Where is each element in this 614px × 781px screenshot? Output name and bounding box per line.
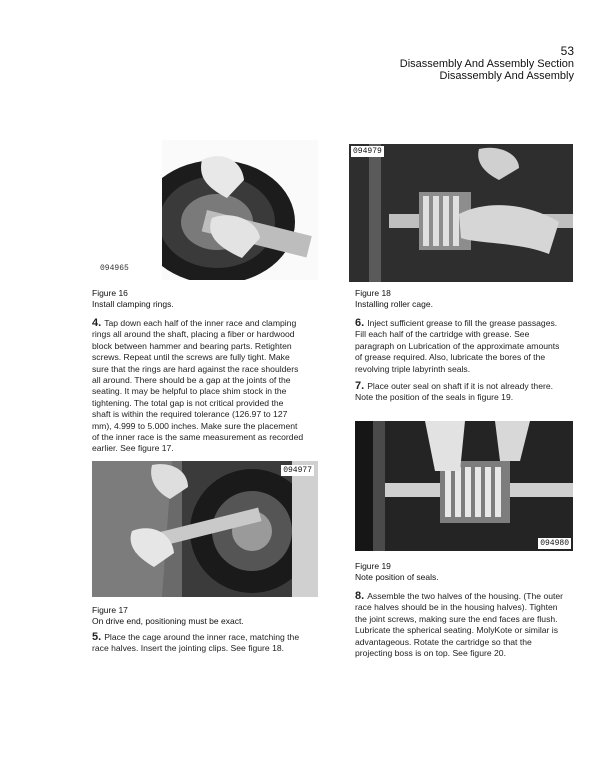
step-8-line: Lubricate the spherical seating. MolyKote or similar is — [355, 625, 558, 636]
step-4-line: screws. Repeat until the screws are fully tight. Make — [92, 352, 290, 363]
step-5-line: race halves. Insert the jointing clips. See figure 18. — [92, 643, 285, 654]
step-4-line: of the inner race is the same measurement as recorded — [92, 432, 304, 443]
figure-19-photo — [355, 421, 573, 551]
figure-16-code: 094965 — [100, 264, 129, 273]
figure-17-photo — [92, 461, 318, 597]
figure-18-caption — [355, 288, 585, 310]
figure-17-caption-text: On drive end, positioning must be exact. — [92, 616, 244, 626]
step-6-line: revolving triple labyrinth seals. — [355, 363, 471, 374]
page-number: 53 — [560, 44, 574, 58]
step-8-line: projecting boss is on top. See figure 20. — [355, 648, 506, 659]
step-4-line: earlier. See figure 17. — [92, 443, 174, 454]
step-5-number: 5. — [92, 631, 102, 643]
step-8-number: 8. — [355, 590, 365, 602]
step-7-line: Place outer seal on shaft if it is not already there. — [367, 381, 554, 391]
step-4 — [92, 318, 332, 455]
step-6-number: 6. — [355, 317, 365, 329]
step-7 — [355, 381, 590, 404]
step-4-line: tightening. The total gap is not critical provided the — [92, 397, 284, 408]
step-6 — [355, 318, 590, 375]
figure-19-title: Figure 19 — [355, 561, 391, 571]
figure-18-title: Figure 18 — [355, 288, 391, 298]
step-8-line: race halves should be in the housing halves). Tighten — [355, 602, 558, 613]
figure-18-caption-text: Installing roller cage. — [355, 299, 433, 309]
figure-17-title: Figure 17 — [92, 605, 128, 615]
step-7-number: 7. — [355, 380, 365, 392]
step-4-line: seating. It may be helpful to place shim stock in the — [92, 386, 287, 397]
figure-17-caption — [92, 605, 332, 627]
figure-16-title: Figure 16 — [92, 288, 128, 298]
step-5-line: Place the cage around the inner race, matching the — [104, 632, 300, 642]
figure-18-photo — [349, 144, 573, 282]
step-6-line: of grease required. Also, lubricate the bores of the — [355, 352, 546, 363]
figure-19-caption — [355, 561, 585, 583]
step-5 — [92, 632, 332, 655]
section-title: Disassembly And Assembly Section — [399, 58, 574, 70]
step-4-line: sure that the rings are hard against the race shoulders — [92, 363, 299, 374]
step-4-line: Tap down each half of the inner race and clamping — [104, 318, 297, 328]
step-4-line: mm), 4.999 to 5.000 inches. Make sure the placement — [92, 420, 298, 431]
step-6-line: paragraph on Lubrication of the approximate amounts — [355, 340, 560, 351]
figure-16-caption-text: Install clamping rings. — [92, 299, 174, 309]
step-8-line: the joint screws, making sure the end faces are flush. — [355, 613, 558, 624]
step-4-line: all around. There should be a gap at the joints of the — [92, 375, 291, 386]
step-4-line: block between hammer and bearing parts. Retighten — [92, 340, 292, 351]
step-6-line: Fill each half of the cartridge with grease. See — [355, 329, 530, 340]
step-7-line: Note the position of the seals in figure 19. — [355, 392, 514, 403]
figure-18-code: 094979 — [353, 147, 382, 156]
figure-19-code: 094980 — [540, 539, 569, 548]
step-8 — [355, 591, 595, 659]
figure-16-caption — [92, 288, 322, 310]
step-8-line: advantageous. Rotate the cartridge so that the — [355, 636, 532, 647]
figure-16-photo — [92, 140, 318, 280]
figure-17-code: 094977 — [283, 466, 312, 475]
step-6-line: Inject sufficient grease to fill the grease passages. — [367, 318, 558, 328]
figure-19-caption-text: Note position of seals. — [355, 572, 439, 582]
step-4-line: rings all around the shaft, placing a fiber or hardwood — [92, 329, 295, 340]
step-8-line: Assemble the two halves of the housing. (The outer — [367, 591, 564, 601]
subsection-title: Disassembly And Assembly — [439, 70, 574, 82]
step-4-line: shaft is within the required tolerance (126.97 to 127 — [92, 409, 288, 420]
step-4-number: 4. — [92, 317, 102, 329]
